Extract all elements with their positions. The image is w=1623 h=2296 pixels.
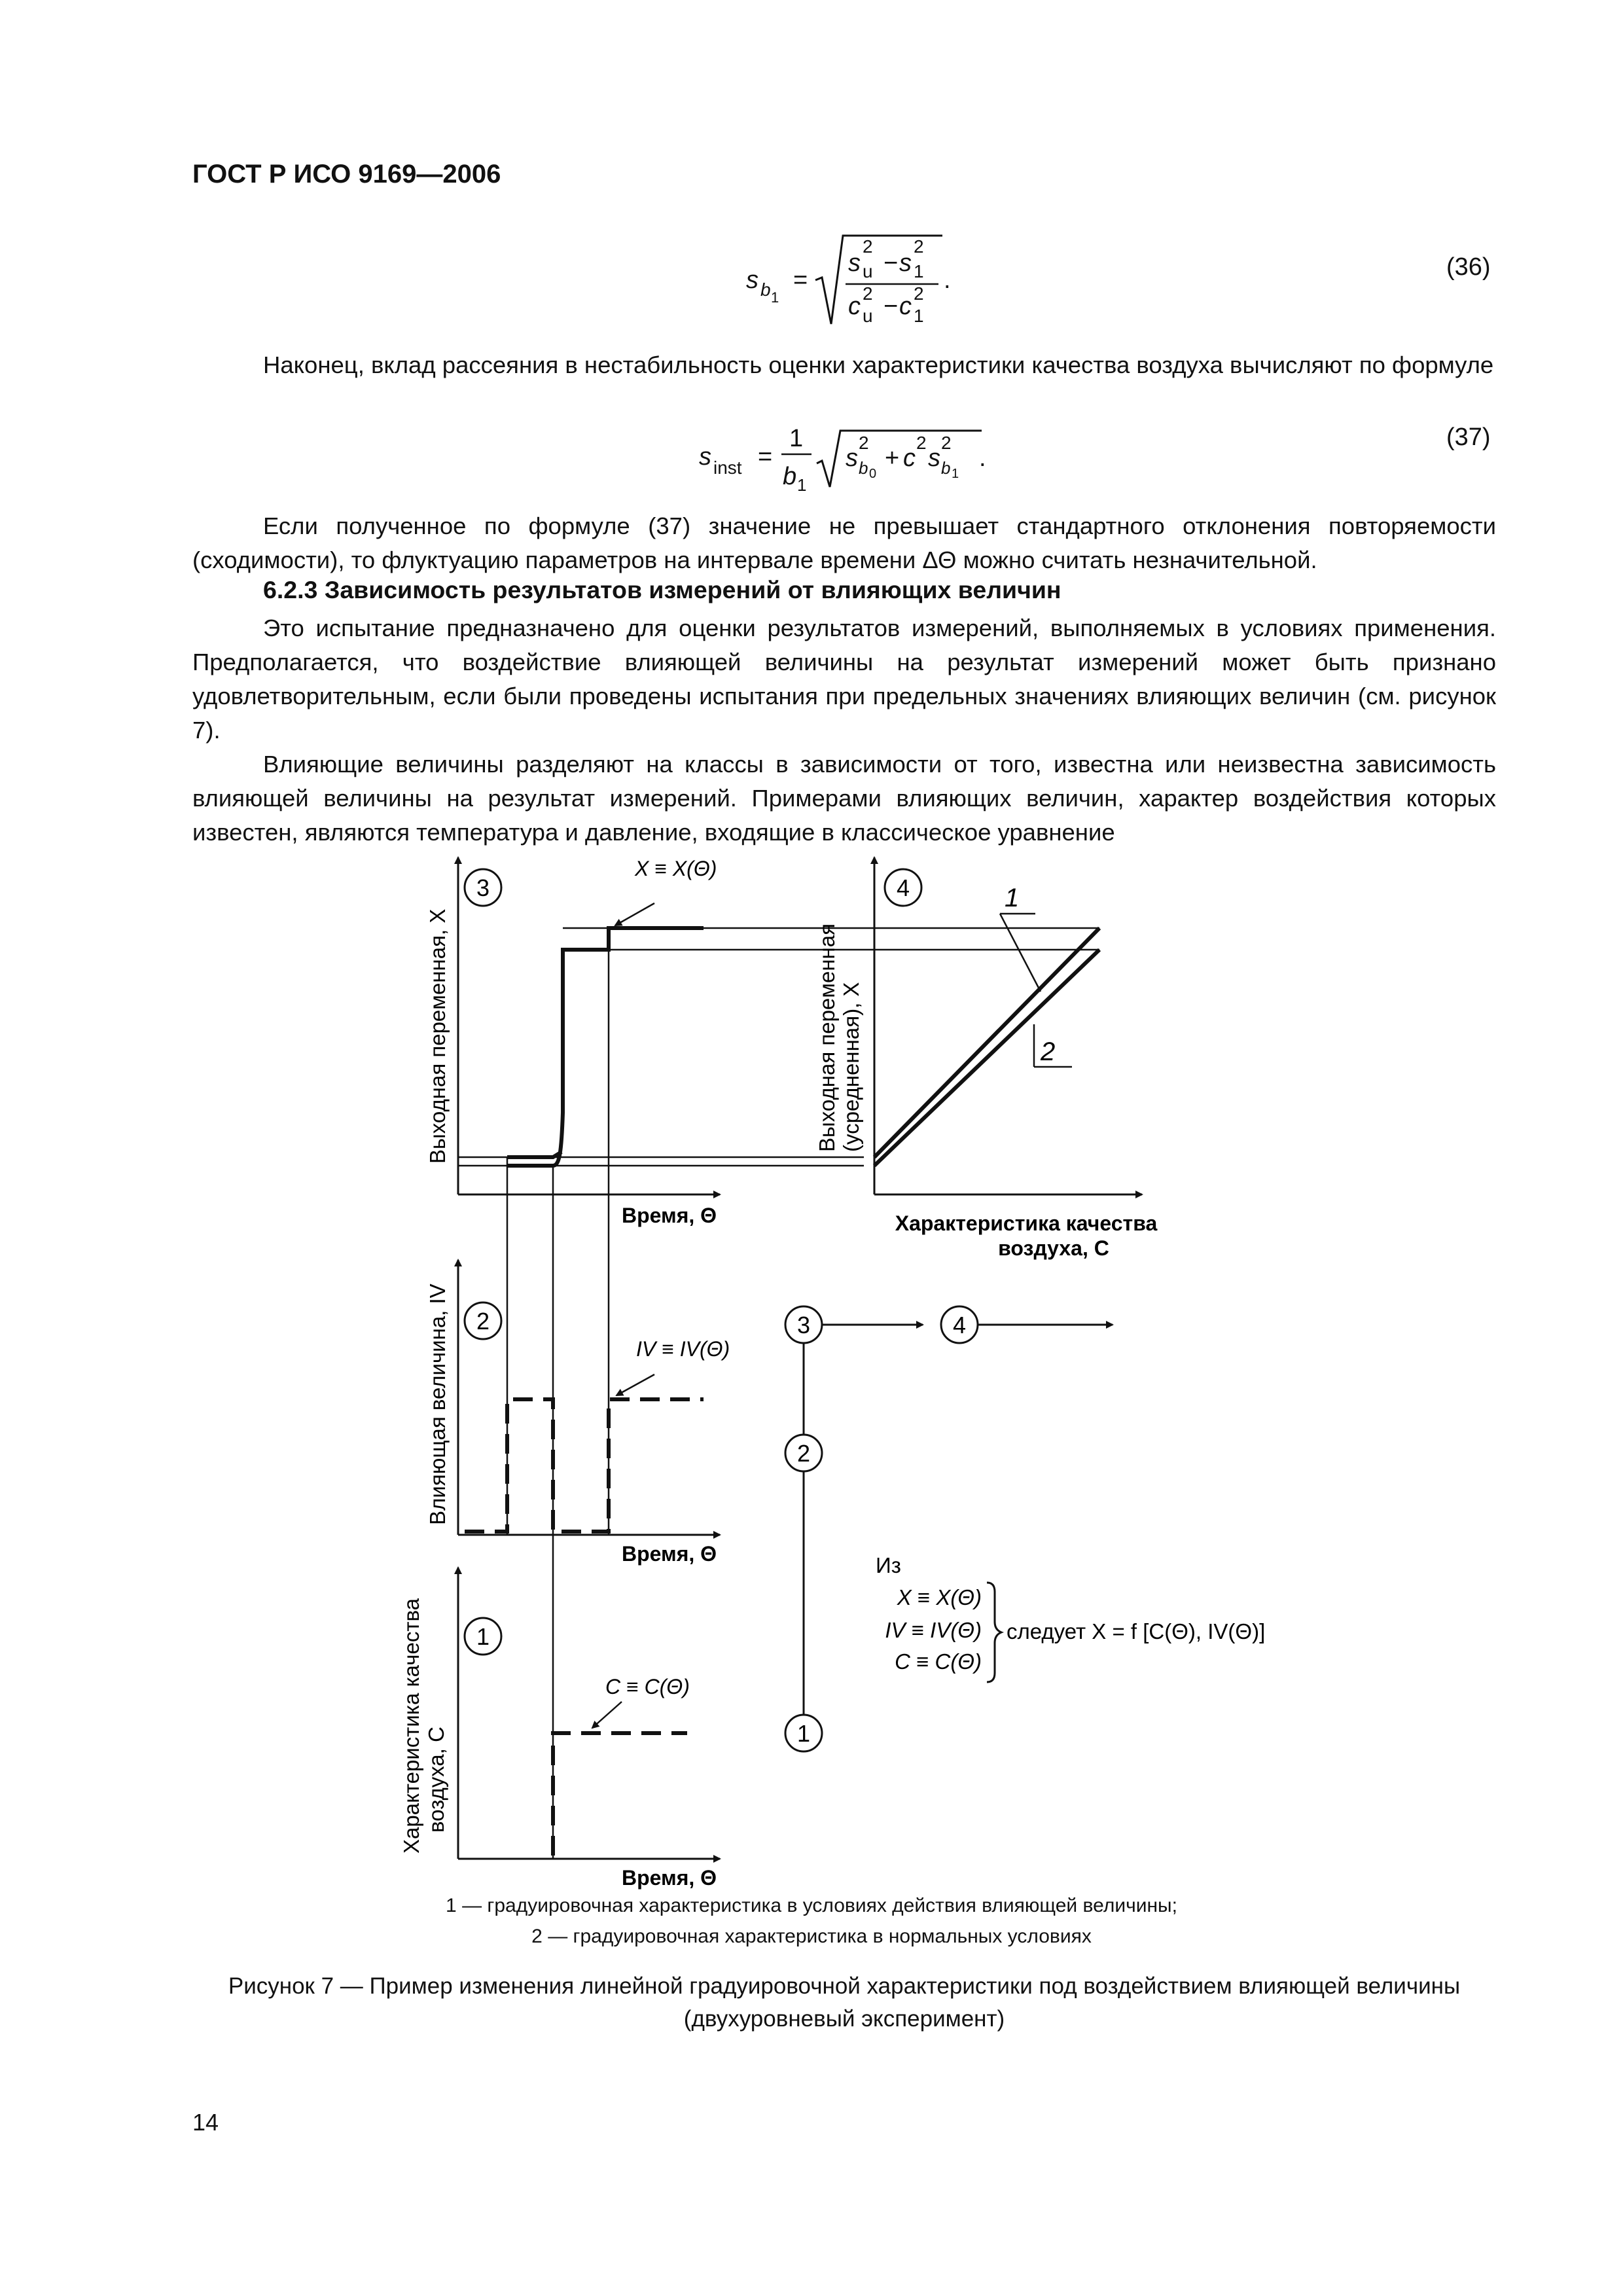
svg-text:2: 2 bbox=[941, 433, 952, 453]
caption-line-2: (двухуровневый эксперимент) bbox=[683, 2006, 1005, 2032]
svg-text:−: − bbox=[883, 293, 899, 320]
svg-text:1: 1 bbox=[952, 467, 959, 481]
panel-4-xlabel-2: воздуха, C bbox=[998, 1236, 1109, 1260]
eq36-num-b: s bbox=[899, 249, 912, 277]
from-line-3: C ≡ C(Θ) bbox=[895, 1649, 982, 1674]
legend-item-2: 2 — градуировочная характеристика в нормальных условиях bbox=[531, 1926, 1092, 1947]
flow-node-2-label: 2 bbox=[796, 1440, 811, 1467]
svg-text:2: 2 bbox=[859, 433, 869, 453]
paragraph-3: Это испытание предназначено для оценки результатов измерений, выполняемых в условиях применения. Предполагается, что воздействие влияющей величины на результат измерений может быть признано удовлетворительным, если были проведены испытания при предельных значениях влияющих величин (см. рисунок 7). bbox=[192, 615, 1496, 744]
svg-text:2: 2 bbox=[916, 433, 927, 453]
panel-1-number: 1 bbox=[476, 1623, 490, 1650]
paragraph-1: Наконец, вклад рассеяния в нестабильность оценки характеристики качества воздуха вычисляют по формуле bbox=[263, 351, 1494, 378]
section-number: 6.2.3 bbox=[263, 576, 318, 603]
svg-text:b: b bbox=[859, 458, 868, 478]
svg-text:s: s bbox=[846, 444, 858, 472]
line-1-label: 1 bbox=[1005, 884, 1020, 912]
panel-1-curve-label: C ≡ C(Θ) bbox=[605, 1675, 690, 1698]
svg-text:−: − bbox=[883, 249, 899, 277]
eq37-frac-den: b bbox=[783, 463, 797, 490]
eq36-lhs-sub: b bbox=[760, 279, 771, 300]
panel-1-xlabel: Время, Θ bbox=[622, 1866, 717, 1890]
eq37-number: (37) bbox=[1446, 423, 1491, 451]
section-title: Зависимость результатов измерений от влияющих величин bbox=[324, 576, 1061, 603]
svg-text:.: . bbox=[979, 444, 986, 472]
panel-1-ylabel-1: Характеристика качества bbox=[399, 1598, 423, 1854]
paragraph-2: Если полученное по формуле (37) значение не превышает стандартного отклонения повторяемости (сходимости), то флуктуацию параметров на интервале времени ΔΘ можно считать незначительной. bbox=[192, 512, 1496, 573]
flow-node-1-label: 1 bbox=[796, 1720, 811, 1747]
panel-3-xlabel: Время, Θ bbox=[622, 1204, 717, 1227]
eq37-frac-num: 1 bbox=[789, 425, 804, 452]
svg-text:=: = bbox=[758, 443, 773, 471]
eq36-den-a-sub: u bbox=[863, 306, 873, 326]
eq36-den-a: c bbox=[848, 293, 861, 320]
paragraph-4: Влияющие величины разделяют на классы в зависимости от того, известна или неизвестна зависимость влияющей величины на результат измерений. Примерами влияющих величин, характер воздействия которых известен, являются температура и давление, входящие в классическое уравнение bbox=[192, 751, 1496, 846]
from-line-1: X ≡ X(Θ) bbox=[897, 1585, 982, 1609]
eq36-den-a-sup: 2 bbox=[863, 283, 873, 304]
eq37-lhs: s bbox=[699, 443, 711, 471]
eq36-num-a: s bbox=[848, 249, 861, 277]
caption-line-1: Рисунок 7 — Пример изменения линейной градуировочной характеристики под воздействием влияющей величины bbox=[228, 1973, 1461, 1999]
panel-2-number: 2 bbox=[476, 1308, 490, 1335]
eq36-number: (36) bbox=[1446, 253, 1491, 281]
panel-3-ylabel: Выходная переменная, X bbox=[425, 908, 450, 1164]
panel-2 bbox=[458, 1260, 720, 1535]
eq37-frac-den-sub: 1 bbox=[797, 475, 807, 495]
panel-4-ylabel-1: Выходная переменная bbox=[815, 924, 839, 1152]
flow-node-4-label: 4 bbox=[952, 1312, 967, 1338]
eq36-den-b-sub: 1 bbox=[914, 306, 924, 326]
panel-2-xlabel: Время, Θ bbox=[622, 1542, 717, 1566]
panel-1-ylabel-2: воздуха, C bbox=[424, 1727, 448, 1833]
eq36-num-b-sub: 1 bbox=[914, 261, 924, 281]
panel-2-ylabel: Влияющая величина, IV bbox=[425, 1283, 450, 1525]
svg-text:0: 0 bbox=[869, 467, 877, 481]
svg-text:.: . bbox=[944, 266, 951, 294]
legend-item-1: 1 — градуировочная характеристика в условиях действия влияющей величины; bbox=[446, 1895, 1177, 1916]
svg-text:c: c bbox=[903, 444, 916, 472]
eq36-num-a-sub: u bbox=[863, 261, 873, 281]
figure-caption bbox=[192, 1970, 1496, 2036]
page-number: 14 bbox=[192, 2109, 219, 2136]
panel-2-curve-label: IV ≡ IV(Θ) bbox=[636, 1337, 730, 1361]
eq36-den-b-sup: 2 bbox=[914, 283, 924, 304]
panel-4-xlabel-1: Характеристика качества bbox=[895, 1211, 1158, 1235]
eq36-den-b: c bbox=[899, 293, 912, 320]
flow-node-3-label: 3 bbox=[796, 1312, 811, 1338]
document-header: ГОСТ Р ИСО 9169—2006 bbox=[192, 160, 501, 188]
from-line-2: IV ≡ IV(Θ) bbox=[885, 1618, 982, 1642]
panel-4-number: 4 bbox=[896, 874, 910, 901]
eq36-num-b-sup: 2 bbox=[914, 236, 924, 257]
panel-3 bbox=[458, 857, 1099, 1859]
svg-text:+: + bbox=[885, 444, 900, 472]
from-word: Из bbox=[876, 1553, 901, 1577]
eq36-lhs-subsub: 1 bbox=[771, 289, 779, 306]
svg-text:=: = bbox=[793, 266, 808, 294]
follows-text: следует X = f [C(Θ), IV(Θ)] bbox=[1007, 1619, 1266, 1643]
svg-text:b: b bbox=[941, 458, 951, 478]
eq36-num-a-sup: 2 bbox=[863, 236, 873, 257]
eq37-lhs-sub: inst bbox=[713, 457, 742, 478]
eq36-lhs: s bbox=[746, 266, 758, 294]
panel-3-curve-label: X ≡ X(Θ) bbox=[635, 857, 717, 880]
panel-3-number: 3 bbox=[476, 874, 490, 901]
panel-1 bbox=[458, 1568, 720, 1859]
panel-4-ylabel-2: (усредненная), X bbox=[839, 982, 863, 1152]
flow-diagram bbox=[785, 1306, 1113, 1751]
svg-text:s: s bbox=[928, 444, 940, 472]
line-2-label: 2 bbox=[1041, 1037, 1056, 1066]
